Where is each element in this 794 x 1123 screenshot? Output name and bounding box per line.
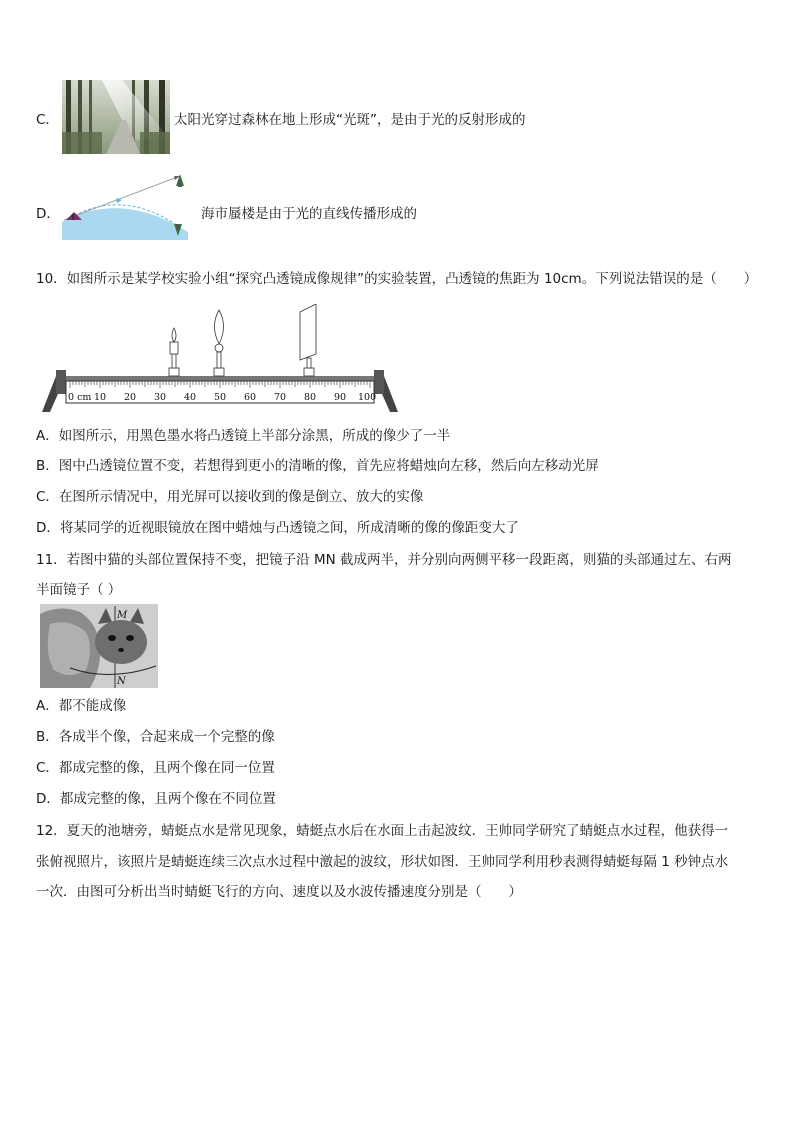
convex-lens-icon xyxy=(214,310,224,376)
light-screen-icon xyxy=(300,304,316,376)
q10-stem: 10．如图所示是某学校实验小组“探究凸透镜成像规律”的实验装置，凸透镜的焦距为 10cm。下列说法错误的是（ ） xyxy=(36,271,758,287)
ruler-tick-label: 100 xyxy=(358,392,377,403)
ruler-tick-label: 80 xyxy=(304,392,317,403)
q10-option-d: D．将某同学的近视眼镜放在图中蜡烛与凸透镜之间，所成清晰的像的像距变大了 xyxy=(36,520,519,536)
q9-option-d-label: D． xyxy=(36,206,60,222)
q10-option-a: A．如图所示，用黑色墨水将凸透镜上半部分涂黑，所成的像少了一半 xyxy=(36,428,451,444)
ruler-tick-label: 20 xyxy=(124,392,137,403)
q10-option-c: C．在图所示情况中，用光屏可以接收到的像是倒立、放大的实像 xyxy=(36,489,424,505)
ruler-tick-label: 30 xyxy=(154,392,167,403)
q11-option-b: B．各成半个像，合起来成一个完整的像 xyxy=(36,729,275,745)
mirage-diagram xyxy=(62,170,198,240)
optical-bench-diagram xyxy=(40,304,400,414)
q11-option-a: A．都不能成像 xyxy=(36,698,127,714)
q9-option-c-label: C． xyxy=(36,112,59,128)
ruler-tick-label: 60 xyxy=(244,392,257,403)
q9-option-c-text: 太阳光穿过森林在地上形成“光斑”，是由于光的反射形成的 xyxy=(174,112,526,128)
ruler-tick-label: 70 xyxy=(274,392,287,403)
ruler-tick-label: 90 xyxy=(334,392,347,403)
q11-option-d: D．都成完整的像，且两个像在不同位置 xyxy=(36,791,276,807)
q10-option-b: B．图中凸透镜位置不变，若想得到更小的清晰的像，首先应将蜡烛向左移，然后向左移动光屏 xyxy=(36,458,599,474)
forest-photo xyxy=(62,80,170,154)
q12-stem-line1: 12．夏天的池塘旁，蜻蜓点水是常见现象，蜻蜓点水后在水面上击起波纹．王帅同学研究了蜻蜓点水过程，他获得一 xyxy=(36,823,729,839)
q11-stem-line2: 半面镜子（ ） xyxy=(36,582,122,598)
ruler-ticks xyxy=(70,381,370,388)
q11-option-c: C．都成完整的像，且两个像在同一位置 xyxy=(36,760,275,776)
cat-mirror-photo xyxy=(40,604,158,688)
q9-option-d-text: 海市蜃楼是由于光的直线传播形成的 xyxy=(201,206,417,222)
q12-stem-line3: 一次．由图可分析出当时蜻蜓飞行的方向、速度以及水波传播速度分别是（ ） xyxy=(36,884,522,900)
ruler-tick-label: 40 xyxy=(184,392,197,403)
q12-stem-line2: 张俯视照片，该照片是蜻蜓连续三次点水过程中激起的波纹，形状如图．王帅同学利用秒表测得蜻蜓每隔 1 秒钟点水 xyxy=(36,854,729,870)
mirror-label-m: M xyxy=(117,610,128,621)
ruler-tick-label: 0 cm xyxy=(68,392,92,403)
ruler-tick-label: 50 xyxy=(214,392,227,403)
candle-icon xyxy=(169,328,179,376)
q11-stem-line1: 11．若图中猫的头部位置保持不变，把镜子沿 MN 截成两半，并分别向两侧平移一段距离，则猫的头部通过左、右两 xyxy=(36,552,732,568)
mirror-label-n: N xyxy=(117,676,126,687)
ruler-tick-label: 10 xyxy=(94,392,107,403)
